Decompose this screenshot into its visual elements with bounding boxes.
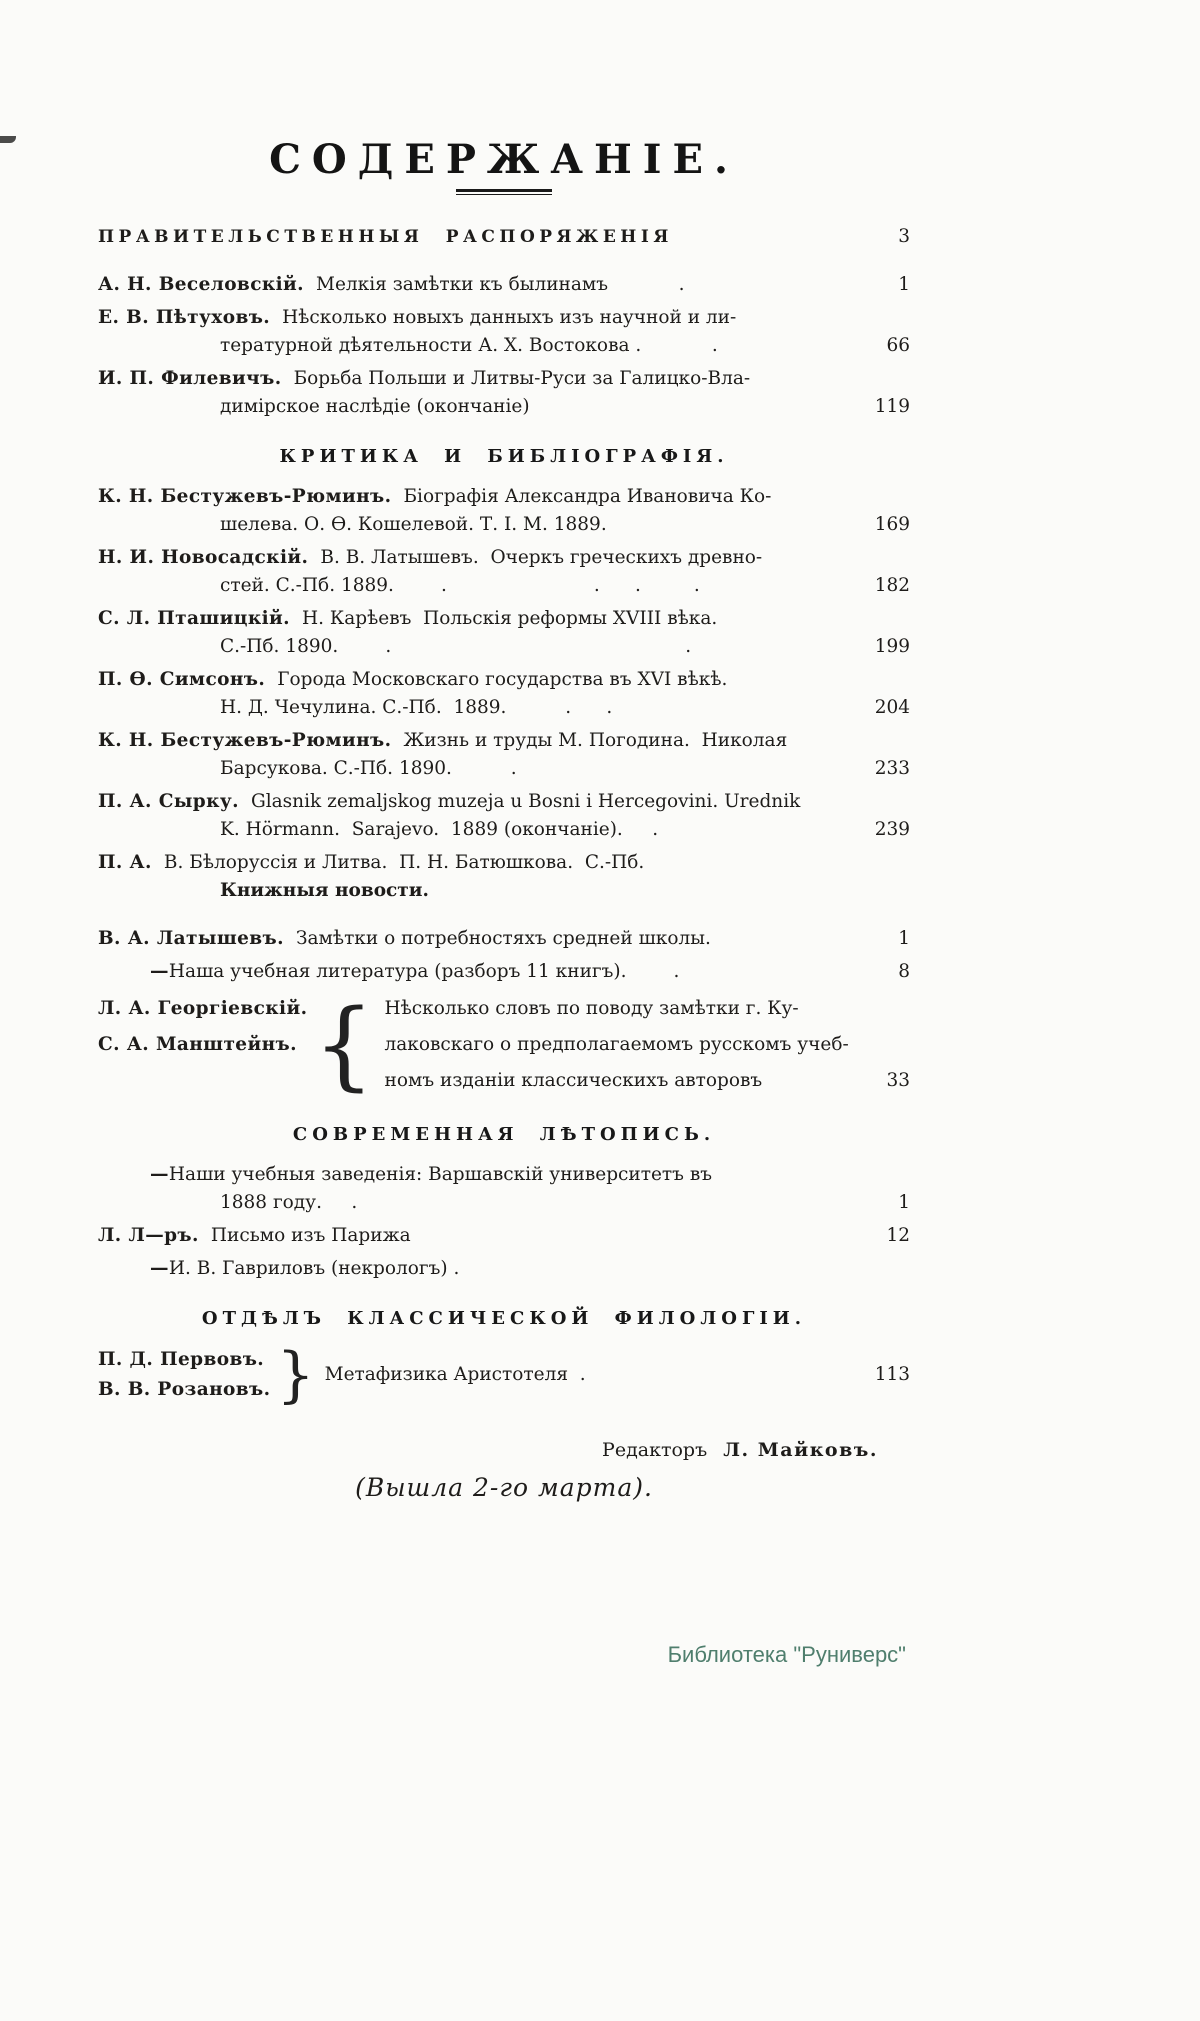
- toc-section: [98, 925, 910, 1099]
- toc-row: [98, 877, 910, 905]
- entry-title: Наши учебныя заведенія: Варшавскій университетъ въ: [168, 1164, 713, 1185]
- entry-title: тературной дѣятельности А. Х. Востокова . .: [220, 335, 718, 356]
- entry-title-line: Нѣсколько словъ по поводу замѣтки г. Ку-: [384, 998, 799, 1019]
- page-number: 8: [898, 961, 910, 982]
- entry-author: П. А. Сырку.: [98, 791, 239, 812]
- toc-row: [98, 666, 910, 694]
- entry-title: Города Московскаго государства въ XVI вѣкѣ.: [277, 669, 728, 690]
- page-number: 12: [886, 1225, 910, 1246]
- entry-author: П. А.: [98, 852, 152, 873]
- entry-author: А. Н. Веселовскій.: [98, 274, 305, 295]
- toc-row: [98, 755, 910, 783]
- toc-header: [98, 136, 910, 195]
- entry-author: В. В. Розановъ.: [98, 1379, 271, 1400]
- toc-sections: [98, 223, 910, 1410]
- page-number: 1: [898, 928, 910, 949]
- toc-row: [98, 925, 910, 953]
- entry-title: димірское наслѣдіе (окончаніе): [220, 396, 530, 417]
- toc-section: [98, 443, 910, 905]
- entry-title: Glasnik zemaljskog muzeja u Bosni i Hercegovini. Urednik: [250, 791, 801, 812]
- entry-title: Книжныя новости.: [220, 880, 429, 901]
- toc-section: [98, 1305, 910, 1410]
- scan-page: [0, 136, 1200, 1667]
- toc-row: [98, 958, 910, 986]
- entry-author: Н. И. Новосадскій.: [98, 547, 309, 568]
- page-number: 239: [874, 819, 910, 840]
- toc-row: [98, 605, 910, 633]
- page-number: 33: [886, 1070, 910, 1091]
- entry-title: K. Hörmann. Sarajevo. 1889 (окончаніе). .: [220, 819, 659, 840]
- toc-row: [98, 1161, 910, 1189]
- section-heading: СОВРЕМЕННАЯ ЛѢТОПИСЬ.: [292, 1124, 716, 1145]
- page-number: 1: [898, 1192, 910, 1213]
- toc-row: [98, 816, 910, 844]
- page-number: 119: [874, 396, 910, 417]
- entry-title: Наша учебная литература (разборъ 11 книгъ). .: [168, 961, 680, 982]
- caps-label: ПРАВИТЕЛЬСТВЕННЫЯ РАСПОРЯЖЕНІЯ: [98, 227, 673, 247]
- page-number: 204: [874, 697, 910, 718]
- toc-section: [98, 1121, 910, 1283]
- entry-title: 1888 году. .: [220, 1192, 358, 1213]
- toc-row: [98, 1189, 910, 1217]
- toc-row: [98, 727, 910, 755]
- entry-title: В. В. Латышевъ. Очеркъ греческихъ древно-: [320, 547, 763, 568]
- page-number: 169: [874, 514, 910, 535]
- editor-name: Л. Майковъ.: [723, 1439, 878, 1461]
- section-heading: ОТДѢЛЪ КЛАССИЧЕСКОЙ ФИЛОЛОГІИ.: [201, 1308, 807, 1329]
- toc-row: [98, 849, 910, 877]
- issue-note: (Вышла 2-го марта).: [355, 1473, 653, 1502]
- editor-prefix: Редакторъ: [602, 1439, 708, 1461]
- entry-title: Мелкія замѣтки къ былинамъ .: [316, 274, 685, 295]
- entry-title: Н. Д. Чечулина. С.-Пб. 1889. . .: [220, 697, 613, 718]
- entry-author: —: [150, 961, 169, 982]
- entry-title: В. Бѣлоруссія и Литва. П. Н. Батюшкова. С.-Пб.: [163, 852, 645, 873]
- toc-caps-row: [98, 223, 910, 251]
- toc-row: [98, 633, 910, 661]
- editor-line: [98, 1439, 910, 1461]
- page-number: 1: [898, 274, 910, 295]
- entry-author: К. Н. Бестужевъ-Рюминъ.: [98, 486, 392, 507]
- entry-authors: [98, 991, 307, 1099]
- entry-author: С. А. Манштейнъ.: [98, 1034, 297, 1055]
- entry-title-line: номъ изданіи классическихъ авторовъ: [384, 1070, 763, 1091]
- entry-title: Н. Карѣевъ Польскія реформы XVIII вѣка.: [302, 608, 718, 629]
- entry-title: Нѣсколько новыхъ данныхъ изъ научной и ли-: [282, 307, 737, 328]
- entry-title: Письмо изъ Парижа: [210, 1225, 411, 1246]
- section-heading: КРИТИКА И БИБЛІОГРАФІЯ.: [279, 446, 729, 467]
- page-number-col: [852, 991, 910, 1099]
- toc-row: [98, 332, 910, 360]
- entry-author: Л. Л—ръ.: [98, 1225, 199, 1246]
- page-number: 66: [886, 335, 910, 356]
- entry-title-line: лаковскаго о предполагаемомъ русскомъ учеб-: [384, 1034, 849, 1055]
- entry-authors: [98, 1345, 270, 1405]
- entry-author: —: [150, 1164, 169, 1185]
- page-number-col: [852, 1345, 910, 1405]
- entry-title: стей. С.-Пб. 1889. . . . .: [220, 575, 700, 596]
- entry-title: шелева. О. Ѳ. Кошелевой. Т. I. М. 1889.: [220, 514, 607, 535]
- toc-row: [98, 544, 910, 572]
- toc-row: [98, 304, 910, 332]
- toc-row: [98, 572, 910, 600]
- entry-title: Біографія Александра Ивановича Ко-: [403, 486, 772, 507]
- page-number: 182: [874, 575, 910, 596]
- toc-section: [98, 223, 910, 251]
- toc-row: [98, 1255, 910, 1283]
- page-number: 199: [874, 636, 910, 657]
- entry-title: Барсукова. С.-Пб. 1890. .: [220, 758, 517, 779]
- toc-braced-entry: [98, 991, 910, 1099]
- page-footer: [98, 1439, 910, 1502]
- entry-author: —: [150, 1258, 169, 1279]
- entry-author: П. Д. Первовъ.: [98, 1349, 265, 1370]
- entry-title-line: Метафизика Аристотеля .: [324, 1364, 586, 1385]
- brace-glyph: }: [276, 1340, 315, 1410]
- entry-title: И. В. Гавриловъ (некрологъ) .: [168, 1258, 460, 1279]
- entry-title-lines: [385, 991, 853, 1099]
- entry-author: Л. А. Георгіевскій.: [98, 998, 308, 1019]
- entry-title: Замѣтки о потребностяхъ средней школы.: [295, 928, 711, 949]
- entry-author: П. Ѳ. Симсонъ.: [98, 669, 266, 690]
- title-rule: [456, 189, 552, 195]
- entry-author: И. П. Филевичъ.: [98, 368, 282, 389]
- page-number: 3: [898, 226, 910, 247]
- toc-row: [98, 511, 910, 539]
- toc-row: [98, 393, 910, 421]
- toc-row: [98, 788, 910, 816]
- entry-title-lines: [325, 1345, 852, 1405]
- page-title: СОДЕРЖАНІЕ.: [269, 136, 739, 183]
- watermark: Библиотека "Руниверс": [667, 1642, 906, 1667]
- toc-row: [98, 365, 910, 393]
- entry-title: Жизнь и труды М. Погодина. Николая: [403, 730, 788, 751]
- toc-row: [98, 1222, 910, 1250]
- brace-glyph: {: [313, 989, 375, 1101]
- entry-author: К. Н. Бестужевъ-Рюминъ.: [98, 730, 392, 751]
- toc-row: [98, 483, 910, 511]
- toc-row: [98, 694, 910, 722]
- toc-row: [98, 271, 910, 299]
- toc-braced-entry: [98, 1340, 910, 1410]
- scan-corner-smudge: [0, 136, 16, 143]
- entry-author: Е. В. Пѣтуховъ.: [98, 307, 271, 328]
- entry-author: В. А. Латышевъ.: [98, 928, 284, 949]
- entry-title: Борьба Польши и Литвы-Руси за Галицко-Вла-: [293, 368, 751, 389]
- entry-author: С. Л. Пташицкій.: [98, 608, 290, 629]
- toc-section: [98, 271, 910, 421]
- page-number: 233: [874, 758, 910, 779]
- entry-title: С.-Пб. 1890. . .: [220, 636, 692, 657]
- page-number: 113: [874, 1364, 910, 1385]
